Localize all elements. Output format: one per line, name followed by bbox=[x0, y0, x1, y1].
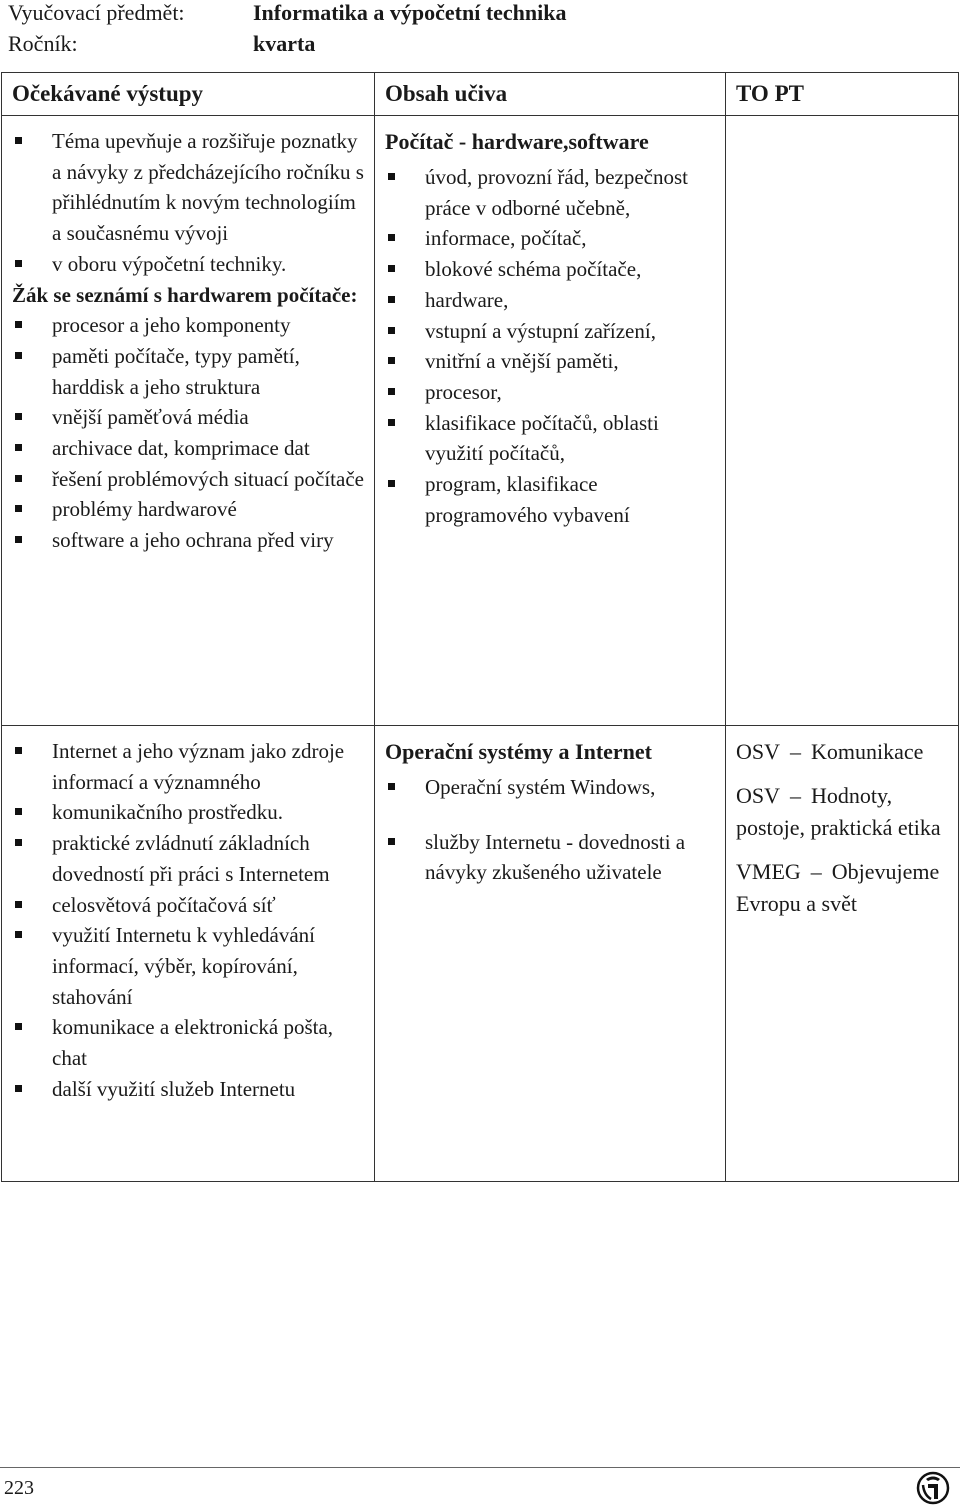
topic-code: OSV bbox=[736, 739, 781, 764]
col-header-topics: TO PT bbox=[726, 73, 959, 116]
curriculum-table bbox=[1, 72, 959, 1182]
list-item: komunikace a elektronická pošta, chat bbox=[12, 1012, 364, 1073]
topics-cell bbox=[726, 116, 959, 726]
list-item: klasifikace počítačů, oblasti využití počítačů, bbox=[385, 408, 715, 469]
grade-value: kvarta bbox=[253, 31, 316, 56]
col-header-outcomes: Očekávané výstupy bbox=[2, 73, 375, 116]
list-item: informace, počítač, bbox=[385, 223, 715, 254]
outcomes-heading: Žák se seznámí s hardwarem počítače: bbox=[12, 282, 358, 307]
list-item: komunikačního prostředku. bbox=[12, 797, 364, 828]
list-item: v oboru výpočetní techniky. bbox=[12, 249, 364, 280]
topic-name: Komunikace bbox=[811, 739, 924, 764]
header-subject bbox=[4, 0, 904, 28]
list-item: vnější paměťová média bbox=[12, 402, 364, 433]
outcomes-cell bbox=[2, 116, 375, 726]
list-item: paměti počítače, typy pamětí, harddisk a jeho struktura bbox=[12, 341, 364, 402]
list-item: hardware, bbox=[385, 285, 715, 316]
list-item: program, klasifikace programového vybavení bbox=[385, 469, 715, 530]
topic-item: OSV – Komunikace bbox=[736, 739, 924, 764]
topic-name: Hodnoty, postoje, praktická etika bbox=[736, 783, 941, 840]
subject-value: Informatika a výpočetní technika bbox=[253, 0, 567, 25]
list-item: řešení problémových situací počítače bbox=[12, 464, 364, 495]
list-item: další využití služeb Internetu bbox=[12, 1074, 364, 1105]
content-cell bbox=[375, 726, 726, 1182]
list-item: procesor a jeho komponenty bbox=[12, 310, 364, 341]
list-item: Téma upevňuje a rozšiřuje poznatky a návyky z předcházejícího ročníku s přihlédnutím k novým technologiím a současnému vývoji bbox=[12, 126, 364, 249]
list-item: služby Internetu - dovednosti a návyky zkušeného uživatele bbox=[385, 827, 715, 888]
content-title: Počítač - hardware,software bbox=[385, 129, 649, 154]
list-item: software a jeho ochrana před viry bbox=[12, 525, 364, 556]
school-logo-icon bbox=[914, 1470, 952, 1506]
list-item: celosvětová počítačová síť bbox=[12, 890, 364, 921]
outcomes-cell bbox=[2, 726, 375, 1182]
outcomes-list bbox=[12, 736, 364, 1104]
list-item: Internet a jeho význam jako zdroje informací a významného bbox=[12, 736, 364, 797]
list-item: praktické zvládnutí základních dovedností při práci s Internetem bbox=[12, 828, 364, 889]
list-item: Operační systém Windows, bbox=[385, 772, 715, 803]
content-cell bbox=[375, 116, 726, 726]
list-item: blokové schéma počítače, bbox=[385, 254, 715, 285]
topic-item: VMEG – Objevujeme Evropu a svět bbox=[736, 859, 940, 916]
grade-label: Ročník: bbox=[8, 31, 78, 56]
topic-item: OSV – Hodnoty, postoje, praktická etika bbox=[736, 783, 941, 840]
table-row bbox=[2, 726, 959, 1182]
topics-cell bbox=[726, 726, 959, 1182]
list-item: vnitřní a vnější paměti, bbox=[385, 346, 715, 377]
list-item: archivace dat, komprimace dat bbox=[12, 433, 364, 464]
list-item: vstupní a výstupní zařízení, bbox=[385, 316, 715, 347]
list-item: procesor, bbox=[385, 377, 715, 408]
topic-code: VMEG bbox=[736, 859, 801, 884]
list-item: úvod, provozní řád, bezpečnost práce v odborné učebně, bbox=[385, 162, 715, 223]
table-row bbox=[2, 116, 959, 726]
list-item: využití Internetu k vyhledávání informací, výběr, kopírování, stahování bbox=[12, 920, 364, 1012]
page-number: 223 bbox=[4, 1477, 34, 1499]
subject-label: Vyučovací předmět: bbox=[8, 0, 185, 25]
content-list bbox=[385, 162, 715, 530]
table-header-row bbox=[2, 73, 959, 116]
list-item: problémy hardwarové bbox=[12, 494, 364, 525]
col-header-content: Obsah učiva bbox=[375, 73, 726, 116]
content-list bbox=[385, 772, 715, 888]
outcomes-list bbox=[12, 310, 364, 556]
outcomes-list bbox=[12, 126, 364, 280]
header-grade bbox=[4, 28, 904, 59]
topic-code: OSV bbox=[736, 783, 781, 808]
footer-divider bbox=[0, 1467, 960, 1468]
content-title: Operační systémy a Internet bbox=[385, 739, 653, 764]
topic-name: Objevujeme Evropu a svět bbox=[736, 859, 940, 916]
